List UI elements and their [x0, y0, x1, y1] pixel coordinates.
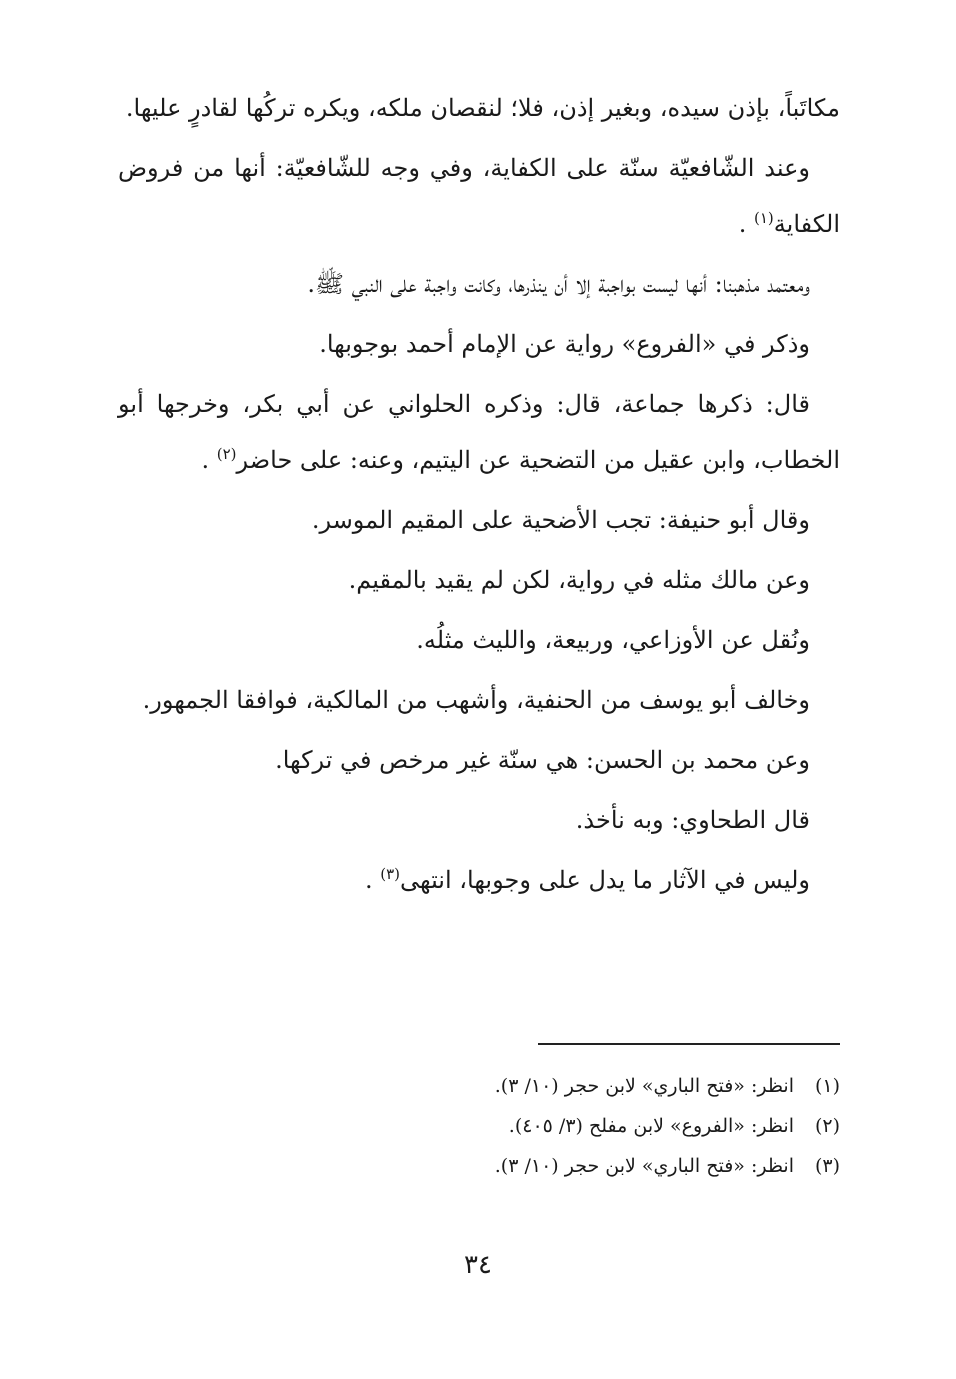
footnote-text: انظر: «فتح الباري» لابن حجر (١٠/ ٣).: [494, 1075, 794, 1097]
paragraph-text: وقال أبو حنيفة: تجب الأضحية على المقيم الموسر.: [311, 506, 810, 534]
footnote: [300, 1066, 840, 1106]
punctuation: .: [364, 866, 373, 894]
punctuation: .: [201, 446, 210, 474]
paragraph: [118, 732, 840, 788]
paragraph-text: وخالف أبو يوسف من الحنفية، وأشهب من المالكية، فوافقا الجمهور.: [142, 686, 810, 714]
paragraph-text: وذكر في «الفروع» رواية عن الإمام أحمد بوجوبها.: [319, 330, 810, 358]
paragraph: [118, 376, 840, 488]
paragraph: [118, 552, 840, 608]
footnote-marker: (٢): [216, 445, 237, 463]
paragraph-text: وعن محمد بن الحسن: هي سنّة غير مرخص في تركها.: [275, 746, 810, 774]
footnote: [300, 1106, 840, 1146]
footnote-marker: (١): [753, 209, 774, 227]
paragraph-text: وعند الشّافعيّة سنّة على الكفاية، وفي وجه للشّافعيّة: أنها من فروض الكفاية: [118, 154, 840, 238]
paragraph-text: ومعتمد مذهبنا: أنها ليست بواجبة إلا أن ينذرها، وكانت واجبة على النبي ﷺ.: [307, 270, 810, 298]
footnote-text: انظر: «فتح الباري» لابن حجر (١٠/ ٣).: [494, 1155, 794, 1177]
paragraph-text: ونُقل عن الأوزاعي، وربيعة، والليث مثلُه.: [416, 626, 810, 654]
paragraph: [118, 80, 840, 136]
paragraph: [118, 316, 840, 372]
paragraph-text: قال الطحاوي: وبه نأخذ.: [575, 806, 810, 834]
paragraph: [118, 672, 840, 728]
footnotes: [300, 1066, 840, 1186]
paragraph-text: قال: ذكرها جماعة، قال: وذكره الحلواني عن أبي بكر، وخرجها أبو الخطاب، وابن عقيل من التضحية عن اليتيم، وعنه: على حاضر: [118, 390, 840, 474]
punctuation: .: [738, 210, 747, 238]
paragraph-text: وعن مالك مثله في رواية، لكن لم يقيد بالمقيم.: [348, 566, 810, 594]
page-number: ٣٤: [464, 1250, 492, 1280]
footnote-separator: [538, 1043, 840, 1045]
footnote-number: (٢): [814, 1115, 840, 1137]
main-text: [118, 80, 840, 912]
footnote-text: انظر: «الفروع» لابن مفلح (٣/ ٤٠٥).: [508, 1115, 794, 1137]
paragraph: [118, 256, 840, 312]
paragraph-text: وليس في الآثار ما يدل على وجوبها، انتهى: [400, 866, 810, 894]
paragraph: [118, 612, 840, 668]
footnote: [300, 1146, 840, 1186]
paragraph: [118, 792, 840, 848]
footnote-number: (١): [814, 1075, 840, 1097]
paragraph: [118, 492, 840, 548]
paragraph: [118, 852, 840, 908]
footnote-marker: (٣): [380, 865, 400, 883]
paragraph-text: مكاتَباً، بإذن سيده، وبغير إذن، فلا؛ لنقصان ملكه، ويكره تركُها لقادرٍ عليها.: [125, 94, 840, 122]
footnote-number: (٣): [814, 1155, 840, 1177]
paragraph: [118, 140, 840, 252]
